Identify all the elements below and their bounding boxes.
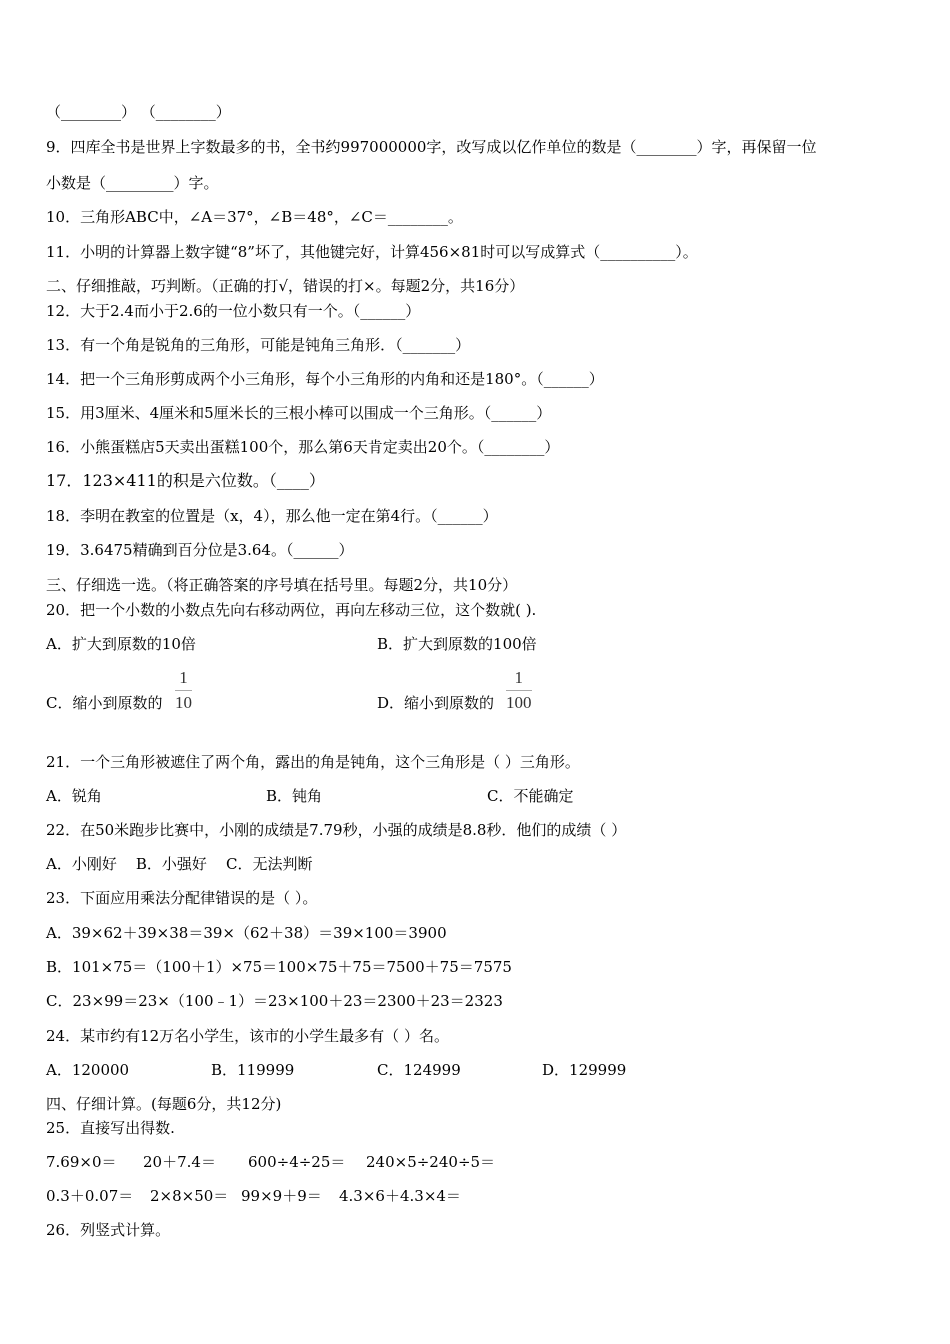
question-21: 21．一个三角形被遮住了两个角，露出的角是钝角，这个三角形是（ ）三角形。 — [46, 753, 580, 771]
calc-item: 4.3×6＋4.3×4＝ — [339, 1187, 461, 1205]
question-12: 12．大于2.4而小于2.6的一位小数只有一个。（______） — [46, 302, 421, 320]
question-11: 11．小明的计算器上数字键“8”坏了，其他键完好，计算456×81时可以写成算式（__________）。 — [46, 243, 698, 261]
question-16: 16．小熊蛋糕店5天卖出蛋糕100个，那么第6天肯定卖出20个。（________） — [46, 438, 560, 456]
question-22: 22．在50米跑步比赛中，小刚的成绩是7.79秒，小强的成绩是8.8秒．他们的成绩（ ） — [46, 821, 627, 839]
option-23-c: C．23×99＝23×（100﹣1）＝23×100＋23＝2300＋23＝2323 — [46, 992, 503, 1010]
options-22: A．小刚好 B．小强好 C．无法判断 — [46, 855, 313, 873]
option-23-b: B．101×75＝（100＋1）×75＝100×75＋75＝7500＋75＝7575 — [46, 958, 512, 976]
question-18: 18．李明在教室的位置是（x，4），那么他一定在第4行。（______） — [46, 507, 498, 525]
question-23: 23．下面应用乘法分配律错误的是（ ）。 — [46, 889, 318, 907]
calc-item: 600÷4÷25＝ — [248, 1153, 346, 1171]
question-15: 15．用3厘米、4厘米和5厘米长的三根小棒可以围成一个三角形。（______） — [46, 404, 552, 422]
question-26: 26．列竖式计算。 — [46, 1221, 171, 1239]
question-20: 20．把一个小数的小数点先向右移动两位，再向左移动三位，这个数就( ). — [46, 601, 537, 619]
question-9: 9．四库全书是世界上字数最多的书，全书约997000000字，改写成以亿作单位的数是（________）字，再保留一位 — [46, 138, 817, 156]
numerator: 1 — [175, 668, 192, 691]
question-9-cont: 小数是（_________）字。 — [46, 174, 219, 192]
option-21-a: A．锐角 — [46, 787, 102, 805]
question-10: 10．三角形ABC中，∠A＝37°，∠B＝48°，∠C＝________。 — [46, 208, 463, 226]
option-20-b: B．扩大到原数的100倍 — [377, 635, 537, 653]
calc-item: 99×9＋9＝ — [241, 1187, 322, 1205]
option-24-a: A．120000 — [46, 1061, 130, 1079]
question-14: 14．把一个三角形剪成两个小三角形，每个小三角形的内角和还是180°。（______） — [46, 370, 604, 388]
fraction-1-10 — [175, 668, 192, 713]
fraction-1-100 — [506, 668, 532, 713]
blanks-line: （________） （________） — [46, 103, 231, 121]
calc-item: 0.3＋0.07＝ — [46, 1187, 134, 1205]
calc-item: 7.69×0＝ — [46, 1153, 117, 1171]
option-21-b: B．钝角 — [266, 787, 323, 805]
numerator: 1 — [506, 668, 532, 691]
section-2-heading: 二、仔细推敲，巧判断。（正确的打√，错误的打×。每题2分，共16分） — [46, 277, 525, 295]
option-24-b: B．119999 — [211, 1061, 295, 1079]
section-3-heading: 三、仔细选一选。（将正确答案的序号填在括号里。每题2分，共10分） — [46, 576, 518, 594]
option-21-c: C．不能确定 — [487, 787, 574, 805]
denominator: 100 — [506, 693, 532, 712]
option-20-d: D．缩小到原数的 — [377, 694, 495, 712]
question-24: 24．某市约有12万名小学生，该市的小学生最多有（ ）名。 — [46, 1027, 449, 1045]
question-13: 13．有一个角是锐角的三角形，可能是钝角三角形．（_______） — [46, 336, 471, 354]
question-25: 25．直接写出得数. — [46, 1119, 175, 1137]
option-20-c: C．缩小到原数的 — [46, 694, 163, 712]
calc-item: 2×8×50＝ — [150, 1187, 229, 1205]
denominator: 10 — [175, 693, 192, 712]
calc-item: 20＋7.4＝ — [143, 1153, 216, 1171]
option-24-d: D．129999 — [542, 1061, 627, 1079]
option-23-a: A．39×62＋39×38＝39×（62＋38）＝39×100＝3900 — [46, 924, 447, 942]
option-24-c: C．124999 — [377, 1061, 461, 1079]
question-17: 17．123×411的积是六位数。（____） — [46, 471, 325, 490]
option-20-a: A．扩大到原数的10倍 — [46, 635, 196, 653]
section-4-heading: 四、仔细计算。(每题6分，共12分) — [46, 1095, 282, 1113]
question-19: 19．3.6475精确到百分位是3.64。（______） — [46, 541, 354, 559]
calc-item: 240×5÷240÷5＝ — [366, 1153, 496, 1171]
